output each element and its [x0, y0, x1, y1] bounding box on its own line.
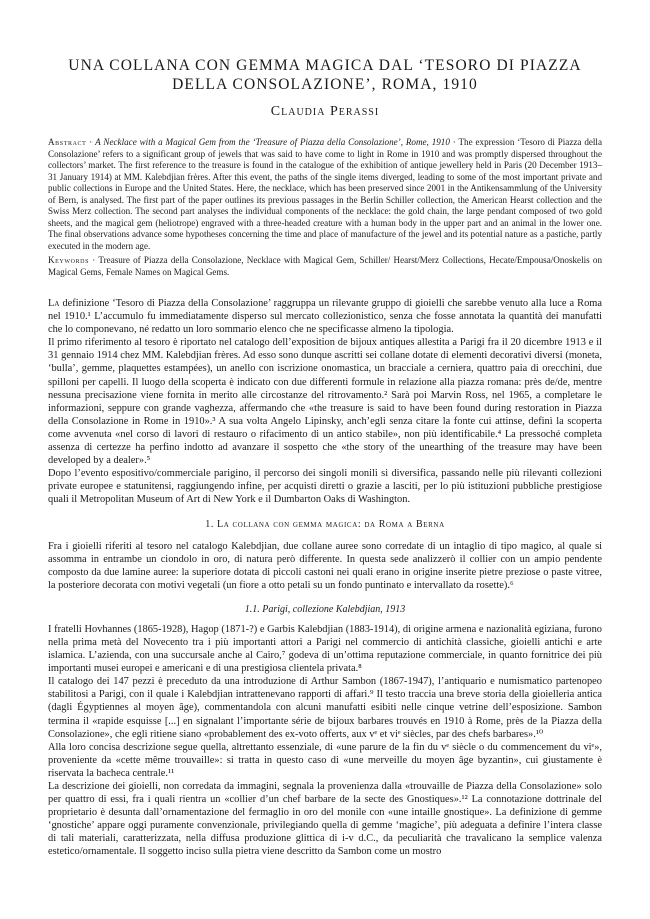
paragraph-3: Dopo l’evento espositivo/commerciale parigino, il percorso dei singoli monili si diversifica, passando nelle più rilevanti collezioni private europee e statunitensi, raggiungendo infine, per acquisti diretti o grazie a lasciti, per lo più istituzioni pubbliche prestigiose quali il Metropolitan Museum of Art di New York e il Dumbarton Oaks di Washington.: [48, 468, 602, 506]
paper-title: [48, 0, 602, 94]
title-line-1: UNA COLLANA CON GEMMA MAGICA DAL ‘TESORO DI PIAZZA: [68, 57, 582, 74]
paragraph-1-text: definizione ‘Tesoro di Piazza della Consolazione’ raggruppa un rilevante gruppo di gioielli che sarebbe venuto alla luce a Roma nel 1910.¹ L’accumulo fu immediatamente disperso sul mercato collezionistico, senza che fosse annotata la quantità dei manufatti che lo componevano, né redatto un loro sommario elenco che ne specificasse almeno la tipologia.: [48, 298, 602, 336]
paragraph-8: La descrizione dei gioielli, non corredata da immagini, segnala la provenienza dalla «trouvaille de Piazza della Consolazione» solo per quattro di essi, fra i quali rientra un «collier d’un chef barbare de la secte des Gnostiques».¹² La connotazione dottrinale del proprietario è desunta dall’ornamentazione del fermaglio in oro del monile con «une intaille gnostique». La definizione di gemme ‘gnostiche’ appare oggi puramente convenzionale, privilegiando quella di gemme ‘magiche’, più adeguata a definire l’intera classe di tali materiali, caratterizzata, nella diffusa produzione glittica di i-v d.C., da peculiarità che travalicano la semplice valenza estetico/ornamentale. Il soggetto inciso sulla pietra viene descritto da Sambon come un mostro: [48, 781, 602, 858]
paragraph-2: Il primo riferimento al tesoro è riportato nel catalogo dell’exposition de bijoux antiques allestita a Parigi fra il 20 dicembre 1913 e il 31 gennaio 1914 chez MM. Kalebdjian frères. Ad esso sono dunque ascritti sei collane dotate di elementi decorativi diversi (moneta, ‘bulla’, gemme, plaquettes estampées), un anello con iscrizione onomastica, un bracciale a cerniera, quattro paia di orecchini, due spilloni per capelli. Il luogo della scoperta è indicato con due differenti formule in relazione alla piazza romana: près de/de, mentre nessuna precisazione viene fornita in merito alle circostanze del ritrovamento.² Sarà poi Marvin Ross, nel 1965, a completare le informazioni, seppure con grande vaghezza, affermando che «the treasure is said to have been found during restoration in Piazza della Consolazione in Rome in 1910».³ A sua volta Angelo Lipinsky, anch’egli senza citare la fonte cui attinse, definì la scoperta come avvenuta «nel corso di lavori di restauro o rifacimento di un antico stabile», non più identificabile.⁴ La pressoché completa assenza di certezze ha perfino indotto ad avanzare il sospetto che «the story of the unearthing of the treasure may have been developed by a dealer».⁵: [48, 337, 602, 467]
title-line-2: DELLA CONSOLAZIONE’, ROMA, 1910: [172, 76, 478, 93]
keywords-label: Keywords: [48, 255, 90, 265]
abstract: [48, 137, 602, 252]
paragraph-5: I fratelli Hovhannes (1865-1928), Hagop (1871-?) e Garbis Kalebdjian (1883-1914), di origine armena e nazionalità egiziana, furono nella prima metà del Novecento tra i più importanti attori a Parigi nel commercio di antichità classiche, gioielli antichi e arte islamica. L’azienda, con una succursale anche al Cairo,⁷ godeva di un’ottima reputazione commerciale, in quanto fornitrice dei più importanti musei europei e americani e di una prestigiosa clientela privata.⁸: [48, 623, 602, 675]
keywords-separator: ·: [89, 255, 99, 265]
article-body: [48, 297, 602, 859]
paragraph-6: Il catalogo dei 147 pezzi è preceduto da una introduzione di Arthur Sambon (1867-1947), l’antiquario e numismatico partenopeo stabilitosi a Parigi, con il quale i Kalebdjian intrattenevano rapporti di affari.⁹ Il testo traccia una breve storia della gioielleria antica (dagli Égyptiennes al moyen âge), commentandola con alcuni manufatti esibiti nelle cinque vetrine dell’esposizione. Sambon termina il «rapide esquisse [...] en signalant l’importante série de bijoux barbares trouvés en 1910 à Rome, près de la Piazza della Consolazione», che egli ritiene siano «probablement des ex-voto offerts, aux vᵉ et viᵉ siècles, par des chefs barbares».¹⁰: [48, 676, 602, 740]
abstract-english-title: A Necklace with a Magical Gem from the ‘Treasure of Piazza della Consolazione’, Rome, 1910: [95, 137, 450, 147]
paragraph-7: Alla loro concisa descrizione segue quella, altrettanto essenziale, di «une parure de la fin du vᵉ siècle o du commencement du viᵉ», proveniente da «cette même trouvaille»: si tratta in questo caso di «une merveille du moyen âge byzantin», cui giustamente è riservata la bacheca centrale.¹¹: [48, 741, 602, 779]
abstract-label: Abstract: [48, 137, 87, 147]
keywords: [48, 255, 602, 278]
paragraph-1-lead: La: [48, 298, 60, 309]
section-heading-1: 1. La collana con gemma magica: da Roma a Berna: [205, 518, 445, 530]
keywords-text: Treasure of Piazza della Consolazione, Necklace with Magical Gem, Schiller/ Hearst/Merz Collections, Hecate/Empousa/Onoskelis on Magical Gems, Female Names on Magical Gems.: [48, 255, 602, 277]
paragraph-4: Fra i gioielli riferiti al tesoro nel catalogo Kalebdjian, due collane auree sono corredate di un intaglio di tipo magico, al quale si assomma in entrambe un ciondolo in oro, di natura però differente. In questa sede analizzerò il collier con un ampio pendente composto da due lamine auree: la superiore dotata di piccoli castoni nei quali erano in origine inserite pietre preziose o paste vitree, la posteriore decorata con motivi vegetali (un fiore a otto petali su un fondo puntinato e intervallato da rosette).⁶: [48, 540, 602, 591]
subsection-heading-1-1: 1.1. Parigi, collezione Kalebdjian, 1913: [244, 603, 406, 615]
abstract-separator: ·: [86, 137, 96, 147]
paragraph-1: [48, 297, 602, 336]
author-name: Claudia Perassi: [270, 104, 380, 119]
abstract-text: · The expression ‘Tesoro di Piazza della Consolazione’ refers to a significant group of jewels that was said to have come to light in Rome in 1910 and was promptly dispersed throughout the collectors’ market. The first reference to the treasure is found in the catalogue of the exhibition of antique jewellery held in Paris (20 December 1913–31 January 1914) at MM. Kalebdjian frères. After this event, the paths of the single items diverged, leading to some of the most important private and public collections in Europe and the United States. Here, the necklace, which has been preserved since 2001 in the Antikensammlung of the University of Bern, is analysed. The first part of the paper outlines its previous passages in the Berlin Schiller collection, the American Hearst collection and the Swiss Merz collection. The second part analyses the individual components of the necklace: the gold chain, the large pendant composed of two gold sheets, and the magical gem (heliotrope) engraved with a three-headed creature with a human body in the upper part and an animal in the lower one. The final observations advance some hypotheses concerning the time and place of manufacture of the jewel and its potential nature as a pastiche, partly executed in the modern age.: [48, 137, 602, 251]
